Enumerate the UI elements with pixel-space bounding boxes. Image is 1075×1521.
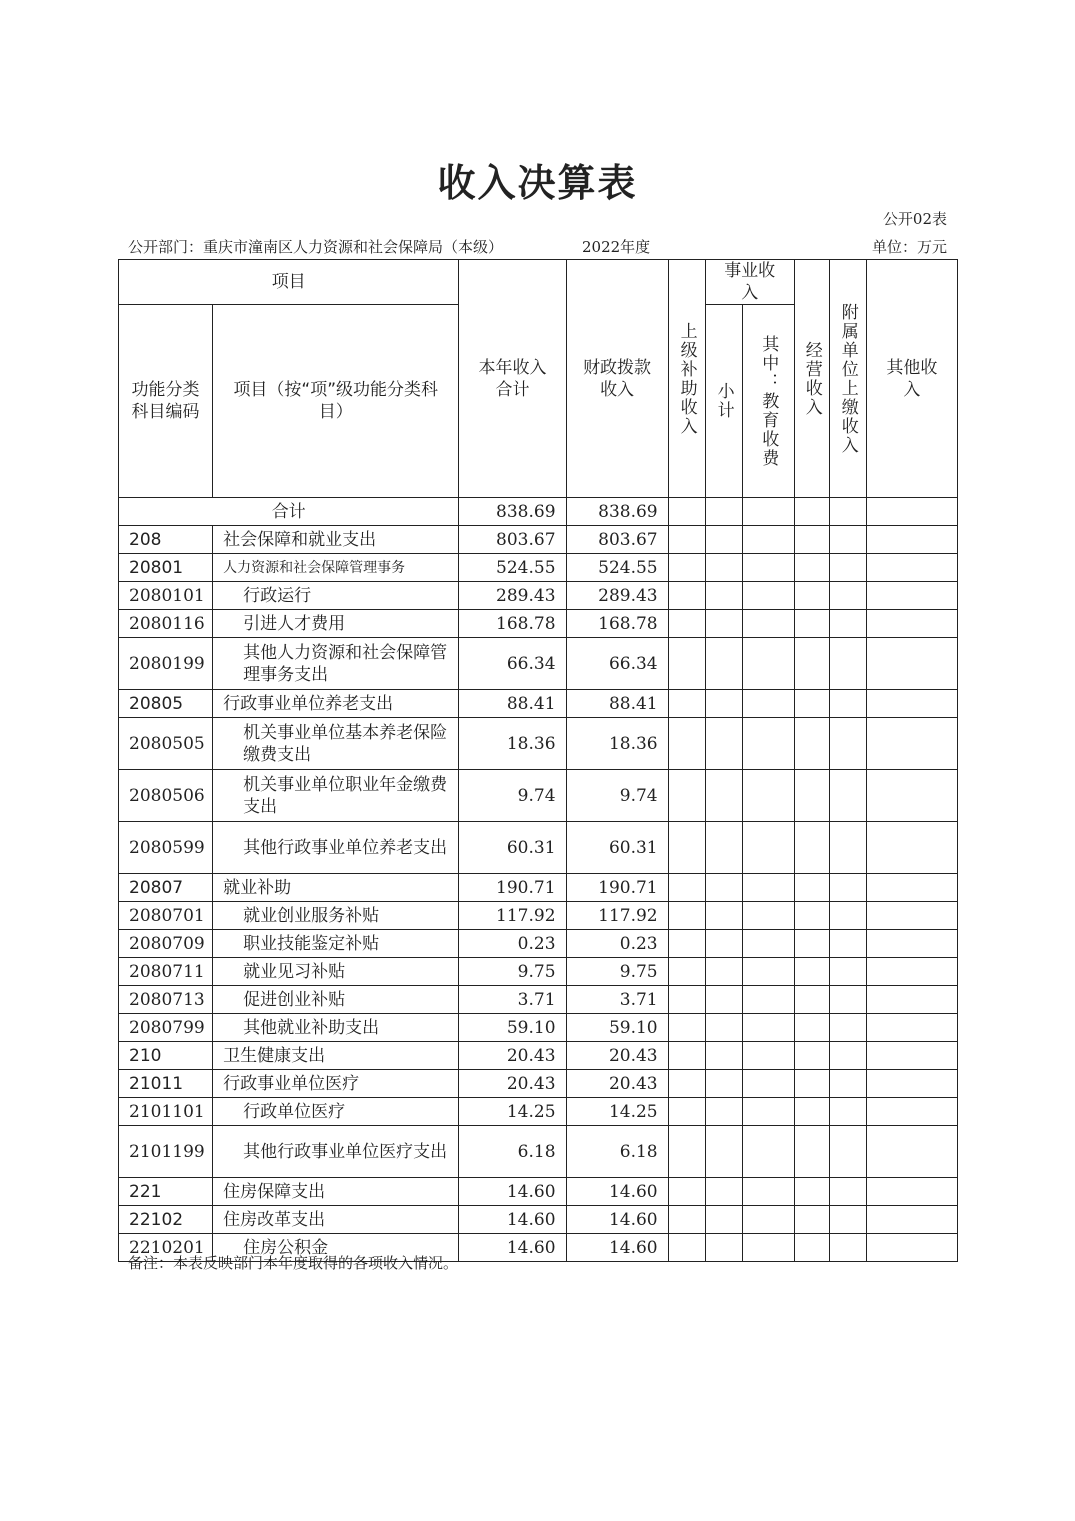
empty-cell (705, 770, 742, 822)
empty-cell (705, 582, 742, 610)
row-name: 其他就业补助支出 (213, 1014, 459, 1042)
header-superior: 上级补助收入 (668, 260, 705, 498)
empty-cell (794, 874, 829, 902)
empty-cell (705, 690, 742, 718)
row-total: 14.25 (459, 1098, 566, 1126)
empty-cell (866, 986, 957, 1014)
empty-cell (668, 770, 705, 822)
empty-cell (668, 638, 705, 690)
row-code: 2080709 (119, 930, 213, 958)
empty-cell (742, 610, 794, 638)
empty-cell (794, 638, 829, 690)
row-total: 14.60 (459, 1234, 566, 1262)
empty-cell (668, 1098, 705, 1126)
row-code: 2080101 (119, 582, 213, 610)
empty-cell (829, 554, 866, 582)
empty-cell (829, 610, 866, 638)
row-code: 2080701 (119, 902, 213, 930)
table-row (119, 1070, 958, 1098)
row-name: 机关事业单位基本养老保险缴费支出 (213, 718, 459, 770)
table-row (119, 986, 958, 1014)
table-row (119, 718, 958, 770)
empty-cell (866, 930, 957, 958)
empty-cell (668, 986, 705, 1014)
row-total: 3.71 (459, 986, 566, 1014)
empty-cell (668, 1178, 705, 1206)
row-code: 20807 (119, 874, 213, 902)
empty-cell (705, 930, 742, 958)
row-total: 66.34 (459, 638, 566, 690)
empty-cell (794, 1234, 829, 1262)
empty-cell (705, 1070, 742, 1098)
row-total: 9.74 (459, 770, 566, 822)
year-label: 2022年度 (582, 238, 651, 256)
header-name: 项目（按“项”级功能分类科目） (213, 305, 459, 498)
empty-cell (742, 638, 794, 690)
total-row (119, 498, 958, 526)
empty-cell (794, 526, 829, 554)
empty-cell (829, 1042, 866, 1070)
empty-cell (742, 874, 794, 902)
empty-cell (866, 1042, 957, 1070)
header-code: 功能分类科目编码 (119, 305, 213, 498)
row-name: 就业创业服务补贴 (213, 902, 459, 930)
row-code: 2080599 (119, 822, 213, 874)
empty-cell (668, 1234, 705, 1262)
row-total: 20.43 (459, 1042, 566, 1070)
row-name: 住房改革支出 (213, 1206, 459, 1234)
table-row (119, 1042, 958, 1070)
row-code: 21011 (119, 1070, 213, 1098)
row-fiscal: 524.55 (566, 554, 668, 582)
empty-cell (866, 1206, 957, 1234)
header-item: 项目 (119, 260, 459, 305)
empty-cell (668, 1126, 705, 1178)
row-fiscal: 3.71 (566, 986, 668, 1014)
empty-cell (794, 1014, 829, 1042)
empty-cell (794, 770, 829, 822)
empty-cell (794, 1042, 829, 1070)
empty-cell (705, 554, 742, 582)
empty-cell (829, 1126, 866, 1178)
empty-cell (705, 822, 742, 874)
row-fiscal: 117.92 (566, 902, 668, 930)
empty-cell (705, 638, 742, 690)
empty-cell (866, 690, 957, 718)
table-row (119, 690, 958, 718)
row-name: 卫生健康支出 (213, 1042, 459, 1070)
row-code: 2080116 (119, 610, 213, 638)
empty-cell (829, 582, 866, 610)
empty-cell (866, 610, 957, 638)
header-operating: 经营收入 (794, 260, 829, 498)
empty-cell (742, 902, 794, 930)
empty-cell (794, 1206, 829, 1234)
row-total: 117.92 (459, 902, 566, 930)
total-label: 合计 (119, 498, 459, 526)
row-name: 引进人才费用 (213, 610, 459, 638)
empty-cell (794, 1070, 829, 1098)
empty-cell (866, 874, 957, 902)
empty-cell (794, 690, 829, 718)
table-row (119, 554, 958, 582)
row-fiscal: 168.78 (566, 610, 668, 638)
header-edu: 其中：教育收费 (742, 305, 794, 498)
empty-cell (742, 1178, 794, 1206)
header-total: 本年收入合计 (459, 260, 566, 498)
form-number: 公开02表 (882, 210, 947, 228)
row-total: 289.43 (459, 582, 566, 610)
empty-cell (668, 874, 705, 902)
empty-cell (794, 554, 829, 582)
empty-cell (668, 958, 705, 986)
row-fiscal: 803.67 (566, 526, 668, 554)
header-other: 其他收入 (866, 260, 957, 498)
empty-cell (742, 1014, 794, 1042)
row-fiscal: 14.25 (566, 1098, 668, 1126)
row-fiscal: 190.71 (566, 874, 668, 902)
empty-cell (866, 638, 957, 690)
row-total: 9.75 (459, 958, 566, 986)
footnote: 备注：本表反映部门本年度取得的各项收入情况。 (128, 1254, 459, 1272)
empty-cell (794, 610, 829, 638)
row-fiscal: 14.60 (566, 1206, 668, 1234)
row-code: 2080799 (119, 1014, 213, 1042)
row-name: 就业见习补贴 (213, 958, 459, 986)
empty-cell (866, 1178, 957, 1206)
empty-cell (866, 1234, 957, 1262)
empty-cell (705, 1014, 742, 1042)
table-row (119, 526, 958, 554)
row-total: 190.71 (459, 874, 566, 902)
empty-cell (829, 902, 866, 930)
row-total: 168.78 (459, 610, 566, 638)
row-name: 其他行政事业单位医疗支出 (213, 1126, 459, 1178)
empty-cell (866, 526, 957, 554)
empty-cell (829, 526, 866, 554)
empty-cell (705, 958, 742, 986)
empty-cell (742, 930, 794, 958)
empty-cell (668, 1042, 705, 1070)
empty-cell (705, 1206, 742, 1234)
header-affiliated: 附属单位上缴收入 (829, 260, 866, 498)
income-table (118, 259, 958, 1262)
row-fiscal: 289.43 (566, 582, 668, 610)
row-code: 2080505 (119, 718, 213, 770)
empty-cell (668, 582, 705, 610)
table-row (119, 958, 958, 986)
row-name: 行政运行 (213, 582, 459, 610)
empty-cell (742, 1070, 794, 1098)
empty-cell (829, 874, 866, 902)
row-fiscal: 14.60 (566, 1178, 668, 1206)
row-fiscal: 6.18 (566, 1126, 668, 1178)
row-name: 住房公积金 (213, 1234, 459, 1262)
row-code: 2080199 (119, 638, 213, 690)
row-fiscal: 20.43 (566, 1042, 668, 1070)
empty-cell (866, 770, 957, 822)
empty-cell (705, 902, 742, 930)
row-code: 2080713 (119, 986, 213, 1014)
row-name: 职业技能鉴定补贴 (213, 930, 459, 958)
table-row (119, 1126, 958, 1178)
empty-cell (705, 1098, 742, 1126)
empty-cell (705, 610, 742, 638)
table-row (119, 582, 958, 610)
empty-cell (866, 1126, 957, 1178)
row-total: 803.67 (459, 526, 566, 554)
row-total: 18.36 (459, 718, 566, 770)
empty-cell (705, 986, 742, 1014)
row-name: 行政事业单位医疗 (213, 1070, 459, 1098)
table-row (119, 874, 958, 902)
unit-label: 单位：万元 (871, 238, 947, 256)
row-code: 2080711 (119, 958, 213, 986)
empty-cell (668, 718, 705, 770)
empty-cell (742, 554, 794, 582)
row-name: 就业补助 (213, 874, 459, 902)
empty-cell (829, 1014, 866, 1042)
empty-cell (742, 1098, 794, 1126)
row-total: 0.23 (459, 930, 566, 958)
empty-cell (705, 526, 742, 554)
empty-cell (742, 690, 794, 718)
empty-cell (794, 902, 829, 930)
empty-cell (866, 554, 957, 582)
empty-cell (705, 1126, 742, 1178)
row-name: 行政事业单位养老支出 (213, 690, 459, 718)
empty-cell (668, 1014, 705, 1042)
row-fiscal: 20.43 (566, 1070, 668, 1098)
row-total: 14.60 (459, 1206, 566, 1234)
row-total: 20.43 (459, 1070, 566, 1098)
empty-cell (668, 1206, 705, 1234)
table-row (119, 1178, 958, 1206)
total-fiscal: 838.69 (566, 498, 668, 526)
empty-cell (705, 874, 742, 902)
row-code: 20805 (119, 690, 213, 718)
table-row (119, 1206, 958, 1234)
row-fiscal: 14.60 (566, 1234, 668, 1262)
row-name: 促进创业补贴 (213, 986, 459, 1014)
row-code: 22102 (119, 1206, 213, 1234)
table-row (119, 638, 958, 690)
department-label: 公开部门：重庆市潼南区人力资源和社会保障局（本级） (128, 238, 504, 256)
row-fiscal: 9.74 (566, 770, 668, 822)
empty-cell (668, 930, 705, 958)
row-total: 524.55 (459, 554, 566, 582)
empty-cell (829, 770, 866, 822)
empty-cell (829, 1206, 866, 1234)
empty-cell (794, 1098, 829, 1126)
empty-cell (742, 526, 794, 554)
row-name: 人力资源和社会保障管理事务 (213, 554, 459, 582)
row-fiscal: 9.75 (566, 958, 668, 986)
empty-cell (742, 1042, 794, 1070)
row-code: 20801 (119, 554, 213, 582)
empty-cell (705, 1042, 742, 1070)
row-fiscal: 66.34 (566, 638, 668, 690)
empty-cell (794, 986, 829, 1014)
table-row (119, 930, 958, 958)
row-name: 社会保障和就业支出 (213, 526, 459, 554)
row-fiscal: 18.36 (566, 718, 668, 770)
table-row (119, 902, 958, 930)
empty-cell (829, 822, 866, 874)
row-name: 其他行政事业单位养老支出 (213, 822, 459, 874)
row-total: 60.31 (459, 822, 566, 874)
total-amount: 838.69 (459, 498, 566, 526)
empty-cell (668, 902, 705, 930)
empty-cell (668, 526, 705, 554)
empty-cell (742, 1206, 794, 1234)
empty-cell (829, 1234, 866, 1262)
empty-cell (705, 1234, 742, 1262)
empty-cell (668, 610, 705, 638)
table-row (119, 822, 958, 874)
empty-cell (866, 582, 957, 610)
row-total: 59.10 (459, 1014, 566, 1042)
empty-cell (668, 690, 705, 718)
row-fiscal: 88.41 (566, 690, 668, 718)
header-fiscal: 财政拨款收入 (566, 260, 668, 498)
row-code: 210 (119, 1042, 213, 1070)
empty-cell (668, 554, 705, 582)
row-name: 其他人力资源和社会保障管理事务支出 (213, 638, 459, 690)
header-subtotal: 小计 (705, 305, 742, 498)
empty-cell (742, 986, 794, 1014)
empty-cell (742, 958, 794, 986)
empty-cell (829, 1178, 866, 1206)
row-fiscal: 60.31 (566, 822, 668, 874)
empty-cell (866, 1070, 957, 1098)
table-row (119, 1014, 958, 1042)
table-row (119, 1098, 958, 1126)
empty-cell (794, 1178, 829, 1206)
empty-cell (705, 1178, 742, 1206)
empty-cell (742, 1126, 794, 1178)
empty-cell (794, 958, 829, 986)
empty-cell (829, 1098, 866, 1126)
empty-cell (794, 582, 829, 610)
empty-cell (829, 690, 866, 718)
row-total: 6.18 (459, 1126, 566, 1178)
empty-cell (829, 718, 866, 770)
table-row (119, 610, 958, 638)
empty-cell (829, 1070, 866, 1098)
empty-cell (866, 958, 957, 986)
row-code: 2210201 (119, 1234, 213, 1262)
table-row (119, 770, 958, 822)
header-business: 事业收入 (705, 260, 794, 305)
empty-cell (866, 902, 957, 930)
empty-cell (866, 718, 957, 770)
row-code: 2080506 (119, 770, 213, 822)
empty-cell (794, 822, 829, 874)
empty-cell (742, 1234, 794, 1262)
empty-cell (794, 1126, 829, 1178)
empty-cell (829, 958, 866, 986)
empty-cell (866, 1098, 957, 1126)
row-code: 2101101 (119, 1098, 213, 1126)
empty-cell (742, 822, 794, 874)
empty-cell (829, 986, 866, 1014)
row-total: 88.41 (459, 690, 566, 718)
row-total: 14.60 (459, 1178, 566, 1206)
empty-cell (866, 1014, 957, 1042)
row-name: 机关事业单位职业年金缴费支出 (213, 770, 459, 822)
row-fiscal: 59.10 (566, 1014, 668, 1042)
row-fiscal: 0.23 (566, 930, 668, 958)
empty-cell (668, 822, 705, 874)
empty-cell (742, 582, 794, 610)
row-code: 208 (119, 526, 213, 554)
empty-cell (794, 718, 829, 770)
empty-cell (829, 638, 866, 690)
empty-cell (742, 770, 794, 822)
empty-cell (742, 718, 794, 770)
row-code: 2101199 (119, 1126, 213, 1178)
empty-cell (829, 930, 866, 958)
row-name: 行政单位医疗 (213, 1098, 459, 1126)
row-name: 住房保障支出 (213, 1178, 459, 1206)
row-code: 221 (119, 1178, 213, 1206)
empty-cell (794, 930, 829, 958)
page-title: 收入决算表 (437, 161, 638, 205)
empty-cell (866, 822, 957, 874)
empty-cell (668, 1070, 705, 1098)
empty-cell (705, 718, 742, 770)
